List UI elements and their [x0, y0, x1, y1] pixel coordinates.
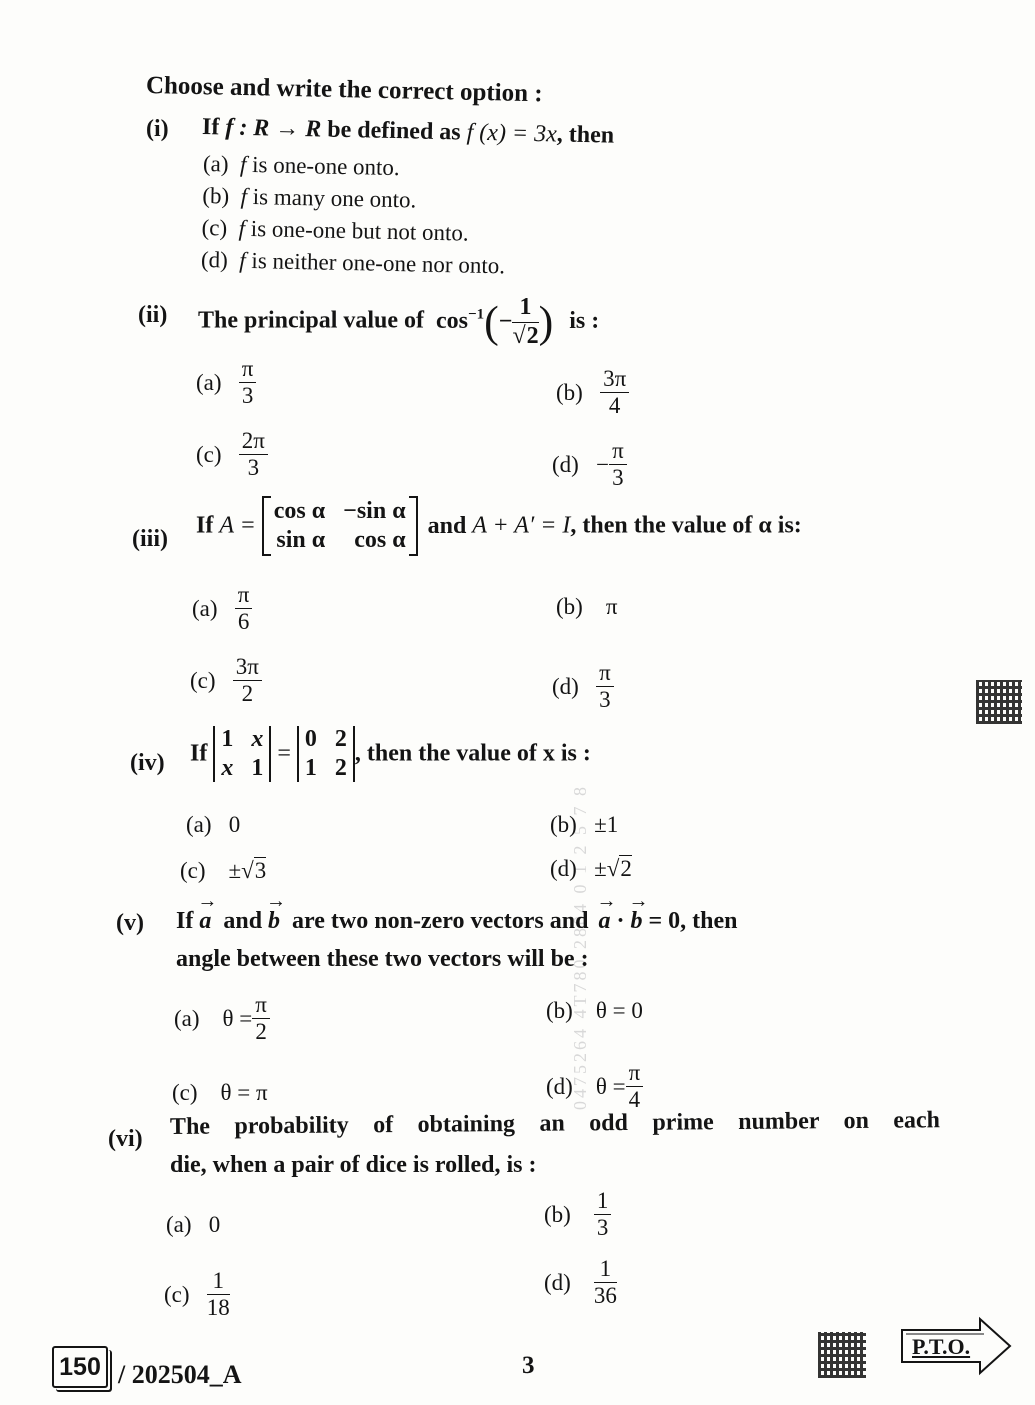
- question-number: (vi): [108, 1126, 143, 1152]
- option-a: (a) 0: [166, 1212, 221, 1237]
- vector-b: → b: [268, 900, 280, 935]
- option-d: (d) − $\frac{\pi}{3}$: [552, 438, 627, 492]
- question-5-line2: angle between these two vectors will be :: [176, 946, 589, 972]
- instruction-heading: Choose and write the correct option :: [145, 72, 543, 108]
- option-a: (a) $\frac{\pi}{6}$: [192, 582, 252, 636]
- question-number: (iii): [132, 526, 168, 552]
- question-1-stem: If f : R → R be defined as f (x) = 3x, then: [201, 114, 615, 149]
- question-number: (ii): [138, 302, 168, 328]
- question-number: (iv): [130, 750, 165, 776]
- question-3-stem: If A = cos α −sin α sin α cos α and A + A′ = I, then the value of α is:: [196, 496, 802, 556]
- option-a: (a) 0: [186, 812, 241, 837]
- question-4-stem: If 1 x x 1 = 0 2 1 2 , then the value of x is :: [190, 726, 591, 781]
- option-d: (d) θ = $\frac{\pi}{4}$: [546, 1060, 643, 1114]
- option-a: (a) f is one-one onto.: [202, 151, 400, 181]
- question-6-line1: The probability of obtaining an odd prime number on each: [169, 1107, 941, 1140]
- option-b: (b) π: [556, 594, 618, 619]
- option-a: (a) $\frac{\pi}{3}$: [196, 356, 256, 410]
- qr-code-icon: [976, 680, 1022, 724]
- option-c: (c) $\frac{1}{18}$: [164, 1268, 230, 1321]
- vertical-watermark: 0475264 4T780 2804 0 1 2 5 7 8: [570, 784, 590, 1110]
- page-number: 3: [522, 1352, 535, 1379]
- option-d: (d) f is neither one-one nor onto.: [200, 246, 506, 279]
- option-b: (b) f is many one onto.: [202, 183, 417, 213]
- option-b: (b) ±1: [550, 812, 619, 837]
- vector-a: → a: [199, 900, 211, 935]
- option-c: (c) θ = π: [172, 1080, 268, 1105]
- option-b: (b) $\frac{1}{3}$: [544, 1188, 611, 1242]
- question-number: (i): [146, 116, 169, 142]
- question-number: (v): [116, 910, 144, 936]
- paper-code-box: 150: [52, 1346, 108, 1388]
- option-c: (c) ±√3: [180, 858, 267, 883]
- barcode-icon: [818, 1332, 866, 1378]
- option-c: (c) $\frac{3\pi}{2}$: [190, 654, 262, 708]
- matrix-a: cos α −sin α sin α cos α: [262, 496, 418, 556]
- option-d: (d) $\frac{\pi}{3}$: [552, 660, 614, 714]
- question-5-stem: If → a and → b are two non-zero vectors and → a · → b = 0, then: [176, 900, 737, 935]
- option-d: (d) ±√2: [550, 856, 632, 881]
- question-2-stem: The principal value of $\cos^{-1}(-$ $\frac{1}{√2}$ ) is :: [198, 294, 600, 349]
- determinant-right: 0 2 1 2: [297, 726, 355, 782]
- option-a: (a) θ = $\frac{\pi}{2}$: [174, 992, 270, 1046]
- determinant-left: 1 x x 1: [213, 726, 271, 782]
- option-b: (b) $\frac{3\pi}{4}$: [556, 366, 629, 420]
- question-1-options: [201, 148, 508, 282]
- option-c: (c) f is one-one but not onto.: [201, 214, 469, 246]
- option-c: (c) $\frac{2\pi}{3}$: [196, 428, 268, 482]
- paper-code: / 202504_A: [118, 1360, 242, 1389]
- pto-arrow: P.T.O.: [900, 1316, 1012, 1376]
- option-b: (b) θ = 0: [546, 998, 643, 1023]
- question-6-line2: die, when a pair of dice is rolled, is :: [170, 1152, 537, 1178]
- option-d: (d) $\frac{1}{36}$: [544, 1256, 617, 1309]
